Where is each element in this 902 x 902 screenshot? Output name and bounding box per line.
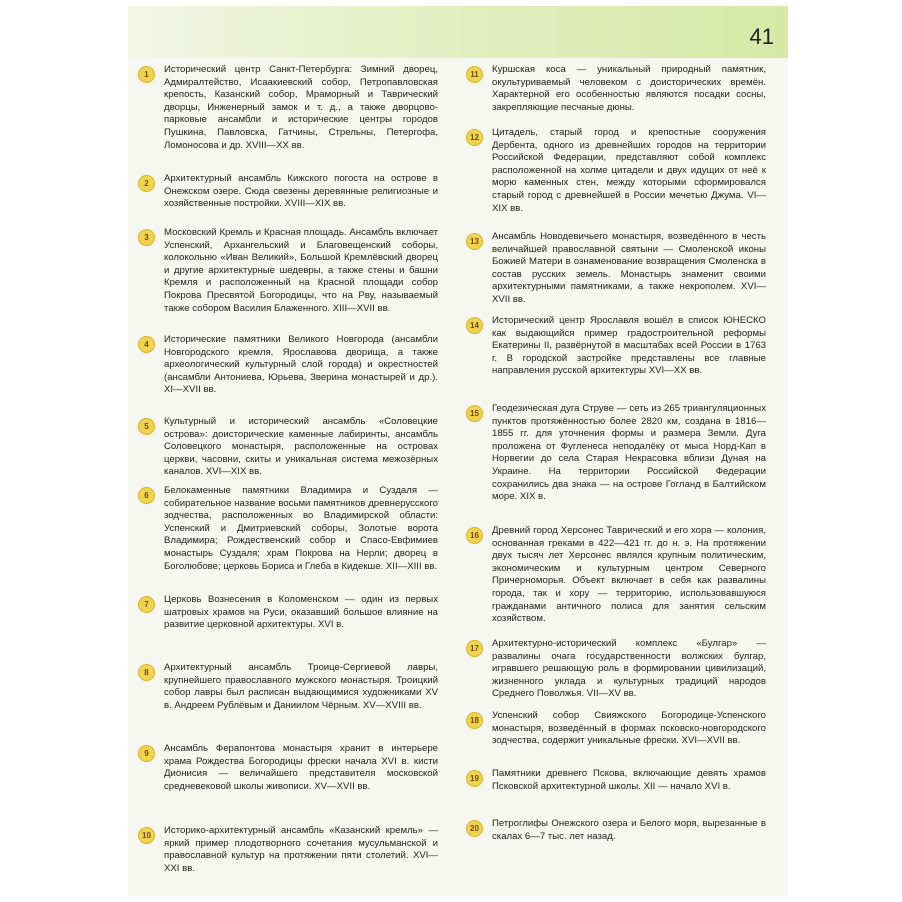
item-number-badge: 14 <box>466 317 483 334</box>
item-text: Куршская коса — уникальный природный памятник, окультуриваемый человеком с доисторических времён. Характерной его особенностью являются посадки сосны, закрепляющие песчаные дюны. <box>492 64 766 113</box>
list-item <box>138 227 438 334</box>
item-number-badge: 10 <box>138 827 155 844</box>
list-item <box>138 416 438 485</box>
list-item <box>138 825 438 881</box>
item-number-badge: 13 <box>466 233 483 250</box>
list-item <box>466 127 766 231</box>
item-text: Древний город Херсонес Таврический и его хора — колония, основанная греками в 422—421 гг. до н. э. На протяжении двух тысяч лет Херсонес являлся крупным политическим, экономическим и культурным центром Северного Причерноморья. Объект включает в себя как развалины города, так и хору — территорию, использовавшуюся гражданами античного полиса для занятия сельским хозяйством. <box>492 525 766 625</box>
list-item <box>138 64 438 173</box>
item-text: Исторические памятники Великого Новгорода (ансамбли Новгородского кремля, Ярославова дворища, а также археологический культурный слой города) и окрестностей (ансамбли Антониева, Юрьева, Зверина монастырей и др.). XI—XVII вв. <box>164 334 438 396</box>
list-item <box>466 64 766 127</box>
item-text: Архитектурно-исторический комплекс «Булгар» — развалины очага государственности волжских булгар, игравшего решающую роль в формировании цивилизаций, жизненного уклада и культурных традиций народов Среднего Поволжья. VII—XV вв. <box>492 638 766 700</box>
item-number-badge: 7 <box>138 596 155 613</box>
item-text: Архитектурный ансамбль Троице-Сергиевой лавры, крупнейшего православного мужского монастыря. Троицкий собор лавры был расписан выдающимися художниками XV в. Андреем Рублёвым и Даниилом Чёрным. XV—XVIII вв. <box>164 662 438 711</box>
item-number-badge: 19 <box>466 770 483 787</box>
left-column <box>138 64 438 881</box>
list-item <box>138 173 438 227</box>
item-text: Петроглифы Онежского озера и Белого моря, вырезанные в скалах 6—7 тыс. лет назад. <box>492 818 766 842</box>
right-column <box>466 64 766 858</box>
item-text: Геодезическая дуга Струве — сеть из 265 триангуляционных пунктов протяжённостью более 2820 км, создана в 1816—1855 гг. для уточнения формы и размера Земли. Дуга проложена от Фугленеса неподалёку от мыса Норд-Кап в Норвегии до села Старая Некрасовка вблизи Дуная на Украине. На территории Российской Федерации сохранились два знака — на острове Гогланд в Балтийском море. XIX в. <box>492 403 766 503</box>
item-number-badge: 3 <box>138 229 155 246</box>
list-item <box>138 743 438 825</box>
item-number-badge: 17 <box>466 640 483 657</box>
item-text: Культурный и исторический ансамбль «Соловецкие острова»: доисторические каменные лабиринты, ансамбль Соловецкого монастыря, расположенные на островах церкви, часовни, скиты и уникальная система межозёрных каналов. XVI—XIX вв. <box>164 416 438 478</box>
item-number-badge: 15 <box>466 405 483 422</box>
item-number-badge: 5 <box>138 418 155 435</box>
list-item <box>466 403 766 525</box>
item-text: Белокаменные памятники Владимира и Суздаля — собирательное название восьми памятников древнерусского зодчества, расположенных во Владимирской области: Успенский и Дмитриевский соборы, Золотые ворота Владимира; Рождественский собор и Спасо-Евфимиев монастырь Суздаля; храм Покрова на Нерли; дворец в Боголюбове; церковь Бориса и Глеба в Кидекше. XII—XIII вв. <box>164 485 438 572</box>
item-text: Архитектурный ансамбль Кижского погоста на острове в Онежском озере. Сюда свезены деревянные религиозные и хозяйственные постройки. XVIII—XIX вв. <box>164 173 438 210</box>
item-number-badge: 6 <box>138 487 155 504</box>
page-header-band <box>128 6 788 58</box>
list-item <box>466 818 766 858</box>
list-item <box>466 231 766 315</box>
item-text: Исторический центр Санкт-Петербурга: Зимний дворец, Адмиралтейство, Исаакиевский собор, Петропавловская крепость, Казанский собор, Мраморный и Таврический дворцы, Инженерный замок и т. д., а также дворцово-парковые ансамбли и исторические центры городов Пушкина, Павловска, Гатчины, Стрельны, Петергофа, Ломоносова и др. XVIII—XX вв. <box>164 64 438 151</box>
item-number-badge: 2 <box>138 175 155 192</box>
list-item <box>138 662 438 743</box>
item-number-badge: 18 <box>466 712 483 729</box>
list-item <box>466 315 766 403</box>
item-text: Памятники древнего Пскова, включающие девять храмов Псковской архитектурной школы. XII — начало XVI в. <box>492 768 766 792</box>
textbook-page <box>128 6 788 896</box>
item-text: Московский Кремль и Красная площадь. Ансамбль включает Успенский, Архангельский и Благовещенский соборы, колокольню «Иван Великий», Большой Кремлёвский дворец и другие архитектурные шедевры, а также стены и башни Кремля и расположенный на Красной площади собор Покрова Пресвятой Богородицы, что на Рву, называемый также собором Василия Блаженного. XIII—XVII вв. <box>164 227 438 314</box>
list-item <box>466 710 766 768</box>
item-text: Исторический центр Ярославля вошёл в список ЮНЕСКО как выдающийся пример градостроительной реформы Екатерины II, развёрнутой в масштабах всей России в 1763 г. В городской застройке представлены все главные направления русской архитектуры XVI—XX вв. <box>492 315 766 377</box>
list-item <box>466 768 766 818</box>
item-text: Успенский собор Свияжского Богородице-Успенского монастыря, возведённый в формах псковско-новгородского зодчества, содержит уникальные фрески. XVI—XVII вв. <box>492 710 766 747</box>
list-item <box>466 525 766 638</box>
item-text: Церковь Вознесения в Коломенском — один из первых шатровых храмов на Руси, оказавший большое влияние на развитие церковной архитектуры. XVI в. <box>164 594 438 631</box>
item-number-badge: 11 <box>466 66 483 83</box>
item-text: Цитадель, старый город и крепостные сооружения Дербента, одного из древнейших городов на территории Российской Федерации, представляют собой комплекс расположенной на холме цитадели и двух идущих от неё к морю каменных стен, между которыми сформировался старый город с древнейшей в России мечетью Джума. VI—XIX вв. <box>492 127 766 214</box>
item-number-badge: 16 <box>466 527 483 544</box>
item-number-badge: 12 <box>466 129 483 146</box>
list-item <box>466 638 766 710</box>
list-item <box>138 594 438 662</box>
item-number-badge: 1 <box>138 66 155 83</box>
list-item <box>138 334 438 416</box>
item-number-badge: 8 <box>138 664 155 681</box>
item-text: Ансамбль Новодевичьего монастыря, возведённого в честь величайшей православной святыни — Смоленской иконы Божией Матери в ознаменование возвращения Смоленска в состав русских земель. Монастырь знаменит своими архитектурными памятниками, а также некрополем. XVI—XVII вв. <box>492 231 766 305</box>
list-item <box>138 485 438 594</box>
item-text: Ансамбль Ферапонтова монастыря хранит в интерьере храма Рождества Богородицы фрески начала XVI в. кисти Дионисия — величайшего представителя московской средневековой школы живописи. XV—XVII вв. <box>164 743 438 792</box>
item-text: Историко-архитектурный ансамбль «Казанский кремль» — яркий пример плодотворного сочетания мусульманской и православной культур на протяжении пяти столетий. XVI—XXI вв. <box>164 825 438 874</box>
page-number: 41 <box>749 24 774 49</box>
item-number-badge: 20 <box>466 820 483 837</box>
item-number-badge: 9 <box>138 745 155 762</box>
item-number-badge: 4 <box>138 336 155 353</box>
